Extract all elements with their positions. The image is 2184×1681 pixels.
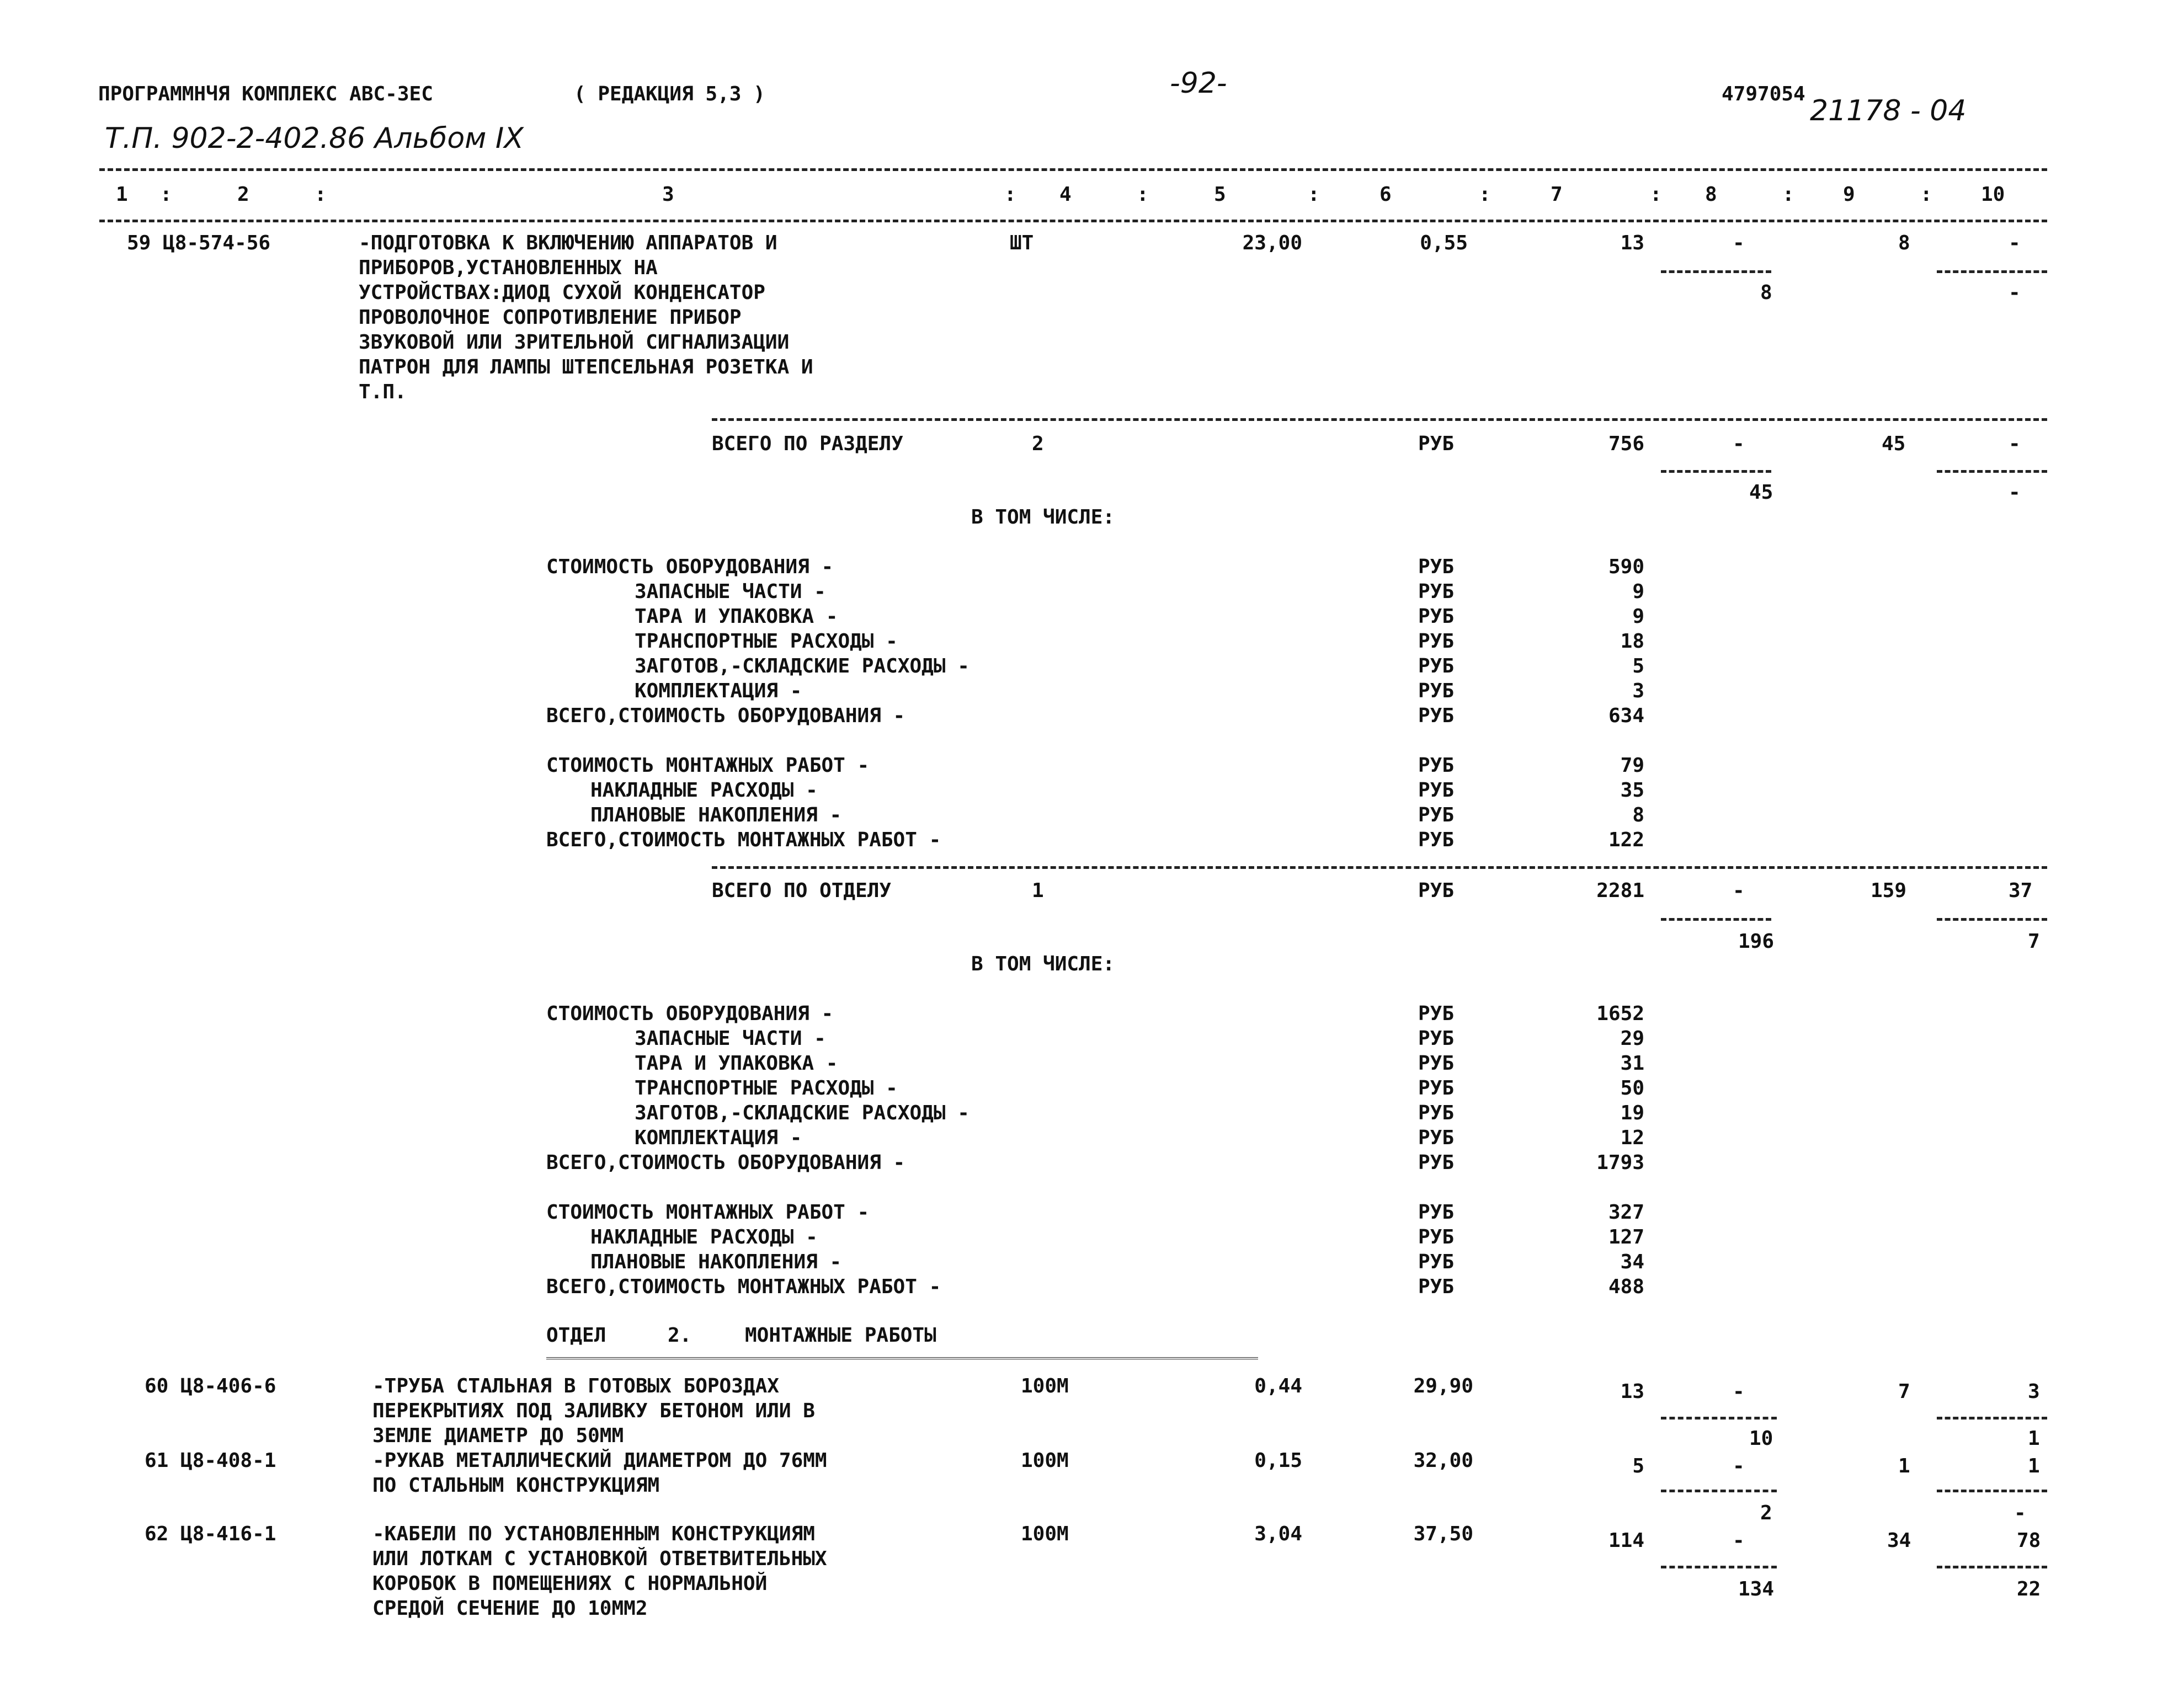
cost-value: 9 — [1632, 605, 1644, 628]
cost-unit: РУБ — [1418, 779, 1455, 802]
cost-unit: РУБ — [1418, 1226, 1455, 1248]
edition: ( РЕДАКЦИЯ 5,3 ) — [574, 83, 765, 105]
cost-unit: РУБ — [1418, 655, 1455, 677]
dept-heading-label: ОТДЕЛ — [546, 1324, 606, 1347]
item-col8: - — [1733, 1455, 1745, 1477]
rule-split — [1937, 470, 2047, 473]
item-description-line: -ТРУБА СТАЛЬНАЯ В ГОТОВЫХ БОРОЗДАХ — [372, 1375, 779, 1397]
cost-value: 122 — [1608, 829, 1644, 851]
cost-unit: РУБ — [1418, 1127, 1455, 1149]
item-quantity: 3,04 — [1254, 1523, 1302, 1545]
cost-unit: РУБ — [1418, 1077, 1455, 1100]
col-sep: : — [315, 183, 327, 206]
cost-value: 50 — [1620, 1077, 1644, 1100]
col-7: 7 — [1551, 183, 1563, 206]
cost-label: ПЛАНОВЫЕ НАКОПЛЕНИЯ - — [590, 804, 842, 826]
item-price: 0,55 — [1420, 232, 1468, 254]
item-col10: 1 — [2028, 1455, 2040, 1477]
rule-split — [1661, 270, 1771, 273]
cost-label: ЗАГОТОВ,-СКЛАДСКИЕ РАСХОДЫ - — [635, 1102, 970, 1124]
item-number: 60 Ц8-406-6 — [145, 1375, 276, 1397]
cost-label: ТАРА И УПАКОВКА - — [635, 605, 838, 628]
item-description-line: ЗВУКОВОЙ ИЛИ ЗРИТЕЛЬНОЙ СИГНАЛИЗАЦИИ — [359, 331, 790, 354]
item-col9: 34 — [1887, 1529, 1911, 1552]
rule-top — [99, 168, 2047, 171]
rule-split — [1661, 1490, 1777, 1492]
item-total: 5 — [1632, 1455, 1644, 1477]
rule-split — [1937, 1490, 2047, 1492]
section-total-value: 756 — [1608, 433, 1644, 455]
item-number: 61 Ц8-408-1 — [145, 1449, 276, 1472]
rule-section — [712, 418, 2047, 421]
item-unit: ШТ — [1010, 232, 1034, 254]
rule-split — [1937, 1566, 2047, 1568]
item-description-line: ПРОВОЛОЧНОЕ СОПРОТИВЛЕНИЕ ПРИБОР — [359, 306, 742, 329]
cost-unit: РУБ — [1418, 605, 1455, 628]
rule-split — [1937, 270, 2047, 273]
doc-code: 4797054 — [1722, 83, 1805, 105]
item-col9: 8 — [1898, 232, 1910, 254]
cost-label: НАКЛАДНЫЕ РАСХОДЫ - — [590, 1226, 818, 1248]
item-price: 32,00 — [1413, 1449, 1473, 1472]
dept-col9: 159 — [1871, 879, 1907, 902]
section-col10-lower: - — [2009, 481, 2021, 504]
cost-label: ВСЕГО,СТОИМОСТЬ ОБОРУДОВАНИЯ - — [546, 1151, 905, 1174]
cost-value: 34 — [1620, 1251, 1644, 1273]
col-sep: : — [160, 183, 172, 206]
dept-total-value: 2281 — [1596, 879, 1644, 902]
item-col9: 1 — [1898, 1455, 1910, 1477]
item-col10: - — [2009, 232, 2021, 254]
item-number: 59 Ц8-574-56 — [127, 232, 271, 254]
section-col9: 45 — [1882, 433, 1906, 455]
item-price: 37,50 — [1413, 1523, 1473, 1545]
item-col8: - — [1733, 1380, 1745, 1403]
cost-label: СТОИМОСТЬ ОБОРУДОВАНИЯ - — [546, 556, 834, 578]
cost-unit: РУБ — [1418, 1002, 1455, 1025]
item-col8-lower: 10 — [1749, 1427, 1773, 1450]
item-unit: 100М — [1021, 1449, 1069, 1472]
item-quantity: 0,15 — [1254, 1449, 1302, 1472]
cost-label: КОМПЛЕКТАЦИЯ - — [635, 1127, 802, 1149]
cost-unit: РУБ — [1418, 1201, 1455, 1224]
dept-col8-lower: 196 — [1738, 930, 1775, 953]
item-col8: - — [1733, 232, 1745, 254]
item-col9: 7 — [1898, 1380, 1910, 1403]
item-col10: 3 — [2028, 1380, 2040, 1403]
item-col8-lower: 8 — [1760, 281, 1772, 304]
item-col8-lower: 134 — [1738, 1578, 1775, 1600]
col-2: 2 — [237, 183, 249, 206]
cost-unit: РУБ — [1418, 829, 1455, 851]
cost-label: ПЛАНОВЫЕ НАКОПЛЕНИЯ - — [590, 1251, 842, 1273]
section-including-heading: В ТОМ ЧИСЛЕ: — [971, 506, 1115, 529]
cost-value: 1652 — [1596, 1002, 1644, 1025]
program-name: ПРОГРАММНЧЯ КОМПЛЕКС АВС-3ЕС — [98, 83, 433, 105]
item-col10: 78 — [2017, 1529, 2041, 1552]
section-col8-lower: 45 — [1749, 481, 1773, 504]
cost-label: ЗАПАСНЫЕ ЧАСТИ - — [635, 580, 826, 603]
col-5: 5 — [1214, 183, 1226, 206]
rule-split — [1937, 918, 2047, 921]
cost-value: 35 — [1620, 779, 1644, 802]
item-description-line: ЗЕМЛЕ ДИАМЕТР ДО 50ММ — [372, 1424, 624, 1447]
cost-unit: РУБ — [1418, 556, 1455, 578]
col-8: 8 — [1705, 183, 1717, 206]
cost-value: 79 — [1620, 754, 1644, 777]
section-total-number: 2 — [1032, 433, 1044, 455]
cost-value: 9 — [1632, 580, 1644, 603]
cost-value: 18 — [1620, 630, 1644, 653]
cost-value: 31 — [1620, 1052, 1644, 1075]
item-col10-lower: - — [2014, 1502, 2026, 1524]
col-sep: : — [1650, 183, 1662, 206]
cost-value: 590 — [1608, 556, 1644, 578]
cost-label: НАКЛАДНЫЕ РАСХОДЫ - — [590, 779, 818, 802]
rule-split — [1661, 1566, 1777, 1568]
handwritten-title: Т.П. 902-2-402.86 Альбом IX — [105, 122, 524, 155]
rule-split — [1661, 918, 1771, 921]
col-4: 4 — [1059, 183, 1072, 206]
cost-unit: РУБ — [1418, 754, 1455, 777]
dept-total-label: ВСЕГО ПО ОТДЕЛУ — [712, 879, 892, 902]
item-description-line: ПРИБОРОВ,УСТАНОВЛЕННЫХ НА — [359, 257, 658, 279]
dept-col8: - — [1733, 879, 1745, 902]
item-number: 62 Ц8-416-1 — [145, 1523, 276, 1545]
item-unit: 100М — [1021, 1523, 1069, 1545]
rule-split — [1661, 470, 1771, 473]
cost-value: 12 — [1620, 1127, 1644, 1149]
col-sep: : — [1308, 183, 1320, 206]
item-description-line: ПО СТАЛЬНЫМ КОНСТРУКЦИЯМ — [372, 1474, 660, 1497]
dept-heading-number: 2. — [668, 1324, 692, 1347]
item-description-line: -РУКАВ МЕТАЛЛИЧЕСКИЙ ДИАМЕТРОМ ДО 76ММ — [372, 1449, 827, 1472]
cost-value: 488 — [1608, 1276, 1644, 1298]
item-col10-lower: 1 — [2028, 1427, 2040, 1450]
item-unit: 100М — [1021, 1375, 1069, 1397]
col-sep: : — [1782, 183, 1794, 206]
cost-label: КОМПЛЕКТАЦИЯ - — [635, 680, 802, 702]
cost-value: 8 — [1632, 804, 1644, 826]
item-description-line: Т.П. — [359, 381, 407, 403]
cost-label: ЗАГОТОВ,-СКЛАДСКИЕ РАСХОДЫ - — [635, 655, 970, 677]
item-description-line: ИЛИ ЛОТКАМ С УСТАНОВКОЙ ОТВЕТВИТЕЛЬНЫХ — [372, 1547, 827, 1570]
section-col10: - — [2009, 433, 2021, 455]
cost-unit: РУБ — [1418, 1251, 1455, 1273]
item-col8: - — [1733, 1529, 1745, 1552]
col-sep: : — [1920, 183, 1932, 206]
cost-unit: РУБ — [1418, 705, 1455, 727]
dept-col10-lower: 7 — [2028, 930, 2040, 953]
cost-label: СТОИМОСТЬ МОНТАЖНЫХ РАБОТ - — [546, 754, 870, 777]
item-quantity: 0,44 — [1254, 1375, 1302, 1397]
col-6: 6 — [1379, 183, 1392, 206]
cost-unit: РУБ — [1418, 804, 1455, 826]
dept-total-number: 1 — [1032, 879, 1044, 902]
col-3: 3 — [662, 183, 674, 206]
cost-value: 1793 — [1596, 1151, 1644, 1174]
item-col10-lower: 22 — [2017, 1578, 2041, 1600]
section-total-label: ВСЕГО ПО РАЗДЕЛУ — [712, 433, 903, 455]
dept-col10: 37 — [2009, 879, 2033, 902]
item-description-line: ПАТРОН ДЛЯ ЛАМПЫ ШТЕПСЕЛЬНАЯ РОЗЕТКА И — [359, 356, 813, 378]
item-description-line: УСТРОЙСТВАХ:ДИОД СУХОЙ КОНДЕНСАТОР — [359, 281, 765, 304]
section-total-unit: РУБ — [1418, 433, 1455, 455]
item-description-line: СРЕДОЙ СЕЧЕНИЕ ДО 10ММ2 — [372, 1597, 648, 1620]
section-col8: - — [1733, 433, 1745, 455]
item-col8-lower: 2 — [1760, 1502, 1772, 1524]
item-description-line: КОРОБОК В ПОМЕЩЕНИЯХ С НОРМАЛЬНОЙ — [372, 1572, 768, 1595]
cost-label: ВСЕГО,СТОИМОСТЬ ОБОРУДОВАНИЯ - — [546, 705, 905, 727]
cost-label: СТОИМОСТЬ МОНТАЖНЫХ РАБОТ - — [546, 1201, 870, 1224]
cost-label: ТАРА И УПАКОВКА - — [635, 1052, 838, 1075]
cost-unit: РУБ — [1418, 580, 1455, 603]
cost-unit: РУБ — [1418, 1052, 1455, 1075]
col-9: 9 — [1843, 183, 1855, 206]
cost-unit: РУБ — [1418, 1151, 1455, 1174]
cost-value: 29 — [1620, 1027, 1644, 1050]
item-quantity: 23,00 — [1242, 232, 1302, 254]
col-sep: : — [1137, 183, 1149, 206]
rule-header — [99, 220, 2047, 222]
item-col10-lower: - — [2009, 281, 2021, 304]
cost-unit: РУБ — [1418, 630, 1455, 653]
handwritten-code: 21178 - 04 — [1810, 94, 1967, 127]
cost-value: 19 — [1620, 1102, 1644, 1124]
col-1: 1 — [116, 183, 128, 206]
cost-label: ТРАНСПОРТНЫЕ РАСХОДЫ - — [635, 1077, 898, 1100]
item-total: 114 — [1608, 1529, 1644, 1552]
item-description-line: -КАБЕЛИ ПО УСТАНОВЛЕННЫМ КОНСТРУКЦИЯМ — [372, 1523, 815, 1545]
cost-unit: РУБ — [1418, 680, 1455, 702]
rule-split — [1937, 1417, 2047, 1419]
dept-total-unit: РУБ — [1418, 879, 1455, 902]
dept-heading-name: МОНТАЖНЫЕ РАБОТЫ — [745, 1324, 936, 1347]
item-price: 29,90 — [1413, 1375, 1473, 1397]
rule-split — [1661, 1417, 1777, 1419]
rule-double — [546, 1357, 1258, 1363]
cost-value: 127 — [1608, 1226, 1644, 1248]
col-sep: : — [1004, 183, 1016, 206]
cost-label: ТРАНСПОРТНЫЕ РАСХОДЫ - — [635, 630, 898, 653]
rule-dept — [712, 866, 2047, 869]
item-description-line: ПЕРЕКРЫТИЯХ ПОД ЗАЛИВКУ БЕТОНОМ ИЛИ В — [372, 1400, 815, 1422]
page-number: -92- — [1170, 67, 1227, 100]
dept-including-heading: В ТОМ ЧИСЛЕ: — [971, 953, 1115, 975]
cost-label: ВСЕГО,СТОИМОСТЬ МОНТАЖНЫХ РАБОТ - — [546, 829, 941, 851]
item-total: 13 — [1620, 1380, 1644, 1403]
cost-value: 634 — [1608, 705, 1644, 727]
cost-unit: РУБ — [1418, 1276, 1455, 1298]
item-description-line: -ПОДГОТОВКА К ВКЛЮЧЕНИЮ АППАРАТОВ И — [359, 232, 777, 254]
cost-value: 3 — [1632, 680, 1644, 702]
cost-value: 5 — [1632, 655, 1644, 677]
cost-label: ЗАПАСНЫЕ ЧАСТИ - — [635, 1027, 826, 1050]
cost-unit: РУБ — [1418, 1027, 1455, 1050]
cost-label: ВСЕГО,СТОИМОСТЬ МОНТАЖНЫХ РАБОТ - — [546, 1276, 941, 1298]
col-10: 10 — [1981, 183, 2005, 206]
cost-unit: РУБ — [1418, 1102, 1455, 1124]
col-sep: : — [1479, 183, 1491, 206]
cost-label: СТОИМОСТЬ ОБОРУДОВАНИЯ - — [546, 1002, 834, 1025]
cost-value: 327 — [1608, 1201, 1644, 1224]
item-total: 13 — [1620, 232, 1644, 254]
